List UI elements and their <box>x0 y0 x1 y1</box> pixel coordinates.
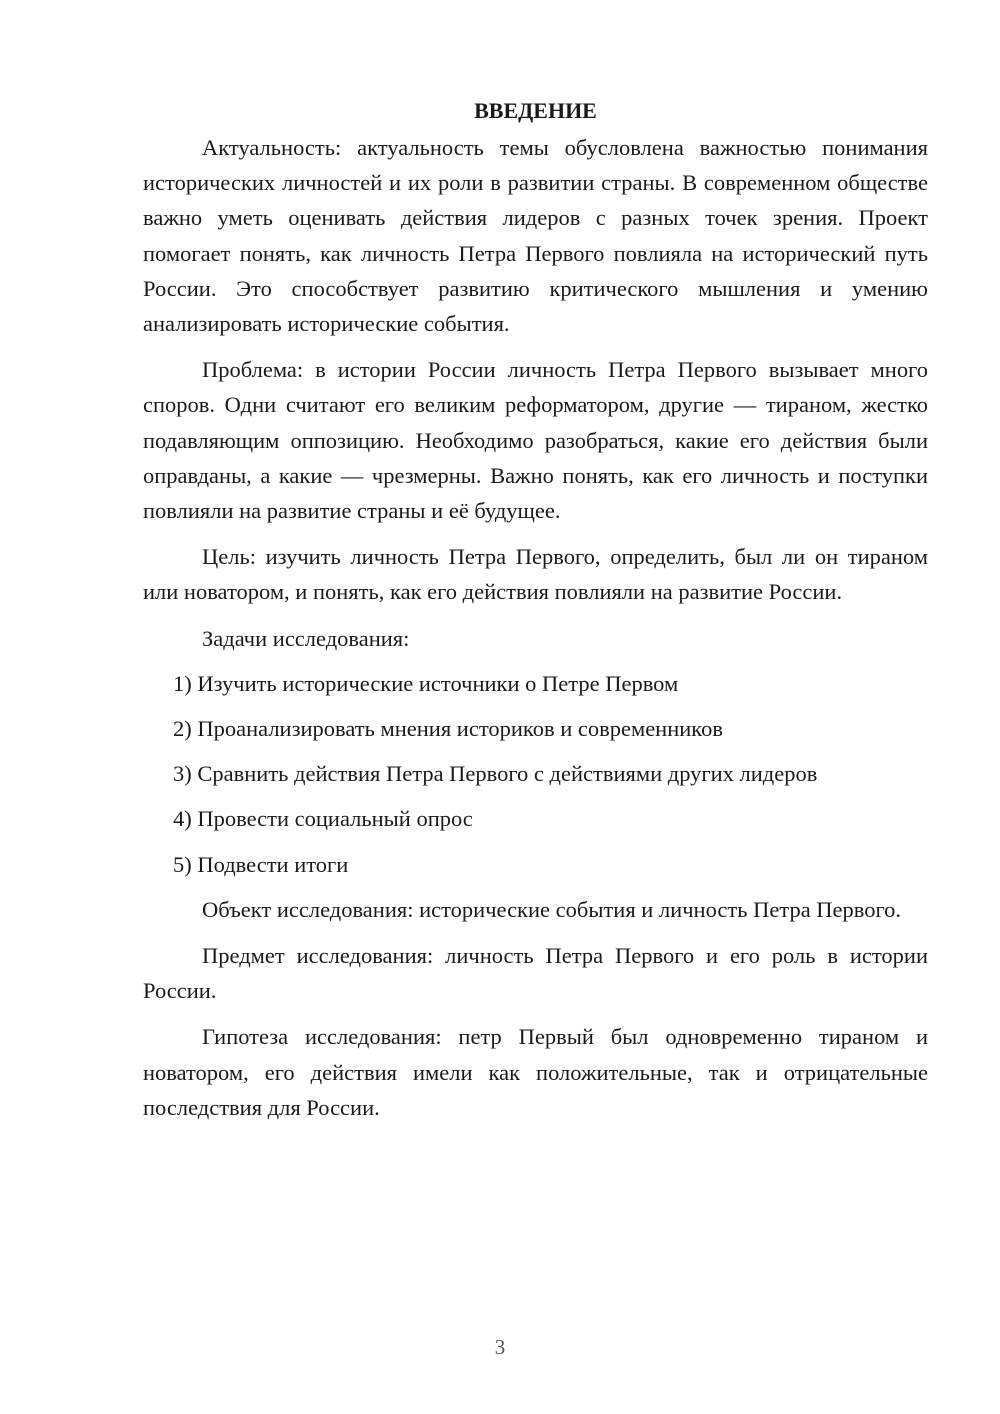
task-item-3: 3) Сравнить действия Петра Первого с действиями других лидеров <box>173 761 818 787</box>
paragraph-goal: Цель: изучить личность Петра Первого, определить, был ли он тираном или новатором, и понять, как его действия повлияли на развитие России. <box>143 544 928 605</box>
task-list <box>143 666 928 882</box>
task-item-1: 1) Изучить исторические источники о Петре Первом <box>173 670 679 696</box>
task-item-4: 4) Провести социальный опрос <box>173 806 473 832</box>
task-item-5: 5) Подвести итоги <box>173 851 349 877</box>
paragraph-hypothesis: Гипотеза исследования: петр Первый был одновременно тираном и новатором, его действия имели как положительные, так и отрицательные последствия для России. <box>143 1024 928 1120</box>
section-heading: ВВЕДЕНИЕ <box>474 98 597 123</box>
paragraph-relevance: Актуальность: актуальность темы обусловлена важностью понимания исторических личностей и их роли в развитии страны. В современном обществе важно уметь оценивать действия лидеров с разных точек зрения. Проект помогает понять, как личность Петра Первого повлияла на исторический путь России. Это способствует развитию критического мышления и умению анализировать исторические события. <box>143 135 928 337</box>
page-number: 3 <box>494 1335 506 1359</box>
paragraph-object: Объект исследования: исторические события и личность Петра Первого. <box>202 896 902 922</box>
paragraph-problem: Проблема: в истории России личность Петра Первого вызывает много споров. Одни считают его великим реформатором, другие — тираном, жестко подавляющим оппозицию. Необходимо разобраться, какие его действия были оправданы, а какие — чрезмерны. Важно понять, как его личность и поступки повлияли на развитие страны и её будущее. <box>143 357 928 524</box>
tasks-title: Задачи исследования: <box>202 625 410 651</box>
paragraph-subject: Предмет исследования: личность Петра Первого и его роль в истории России. <box>143 943 928 1004</box>
document-page <box>143 96 928 1136</box>
task-item-2: 2) Проанализировать мнения историков и современников <box>173 716 723 742</box>
